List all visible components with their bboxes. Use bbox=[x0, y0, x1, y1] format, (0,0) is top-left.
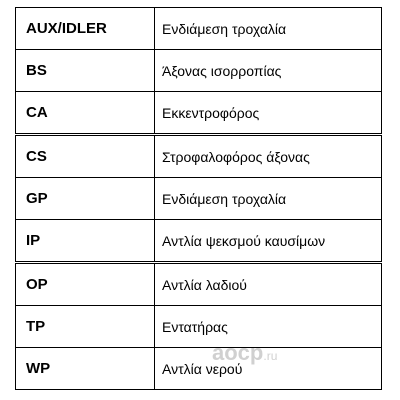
row-description: Ενδιάμεση τροχαλία bbox=[155, 8, 382, 50]
table-row bbox=[16, 50, 382, 92]
row-code: CS bbox=[16, 135, 155, 178]
row-code: GP bbox=[16, 178, 155, 220]
row-code: CA bbox=[16, 92, 155, 135]
table-row bbox=[16, 8, 382, 50]
row-description: Αντλία νερού bbox=[155, 348, 382, 390]
table-row bbox=[16, 178, 382, 220]
abbreviation-table bbox=[15, 7, 382, 390]
table-row bbox=[16, 220, 382, 263]
watermark-suffix: .ru bbox=[263, 349, 278, 363]
row-description: Εκκεντροφόρος bbox=[155, 92, 382, 135]
row-description: Στροφαλοφόρος άξονας bbox=[155, 135, 382, 178]
table-row bbox=[16, 135, 382, 178]
table-row bbox=[16, 92, 382, 135]
row-code: IP bbox=[16, 220, 155, 263]
row-description: Αντλία ψεκσμού καυσίμων bbox=[155, 220, 382, 263]
row-code: WP bbox=[16, 348, 155, 390]
row-description: Άξονας ισορροπίας bbox=[155, 50, 382, 92]
table-row bbox=[16, 348, 382, 390]
row-description: Αντλία λαδιού bbox=[155, 263, 382, 306]
watermark-text: aocp bbox=[212, 340, 264, 365]
table-row bbox=[16, 306, 382, 348]
row-code: OP bbox=[16, 263, 155, 306]
row-code: TP bbox=[16, 306, 155, 348]
row-description: Ενδιάμεση τροχαλία bbox=[155, 178, 382, 220]
row-code: BS bbox=[16, 50, 155, 92]
table-row bbox=[16, 263, 382, 306]
row-code: AUX/IDLER bbox=[16, 8, 155, 50]
row-description: Εντατήρας bbox=[155, 306, 382, 348]
